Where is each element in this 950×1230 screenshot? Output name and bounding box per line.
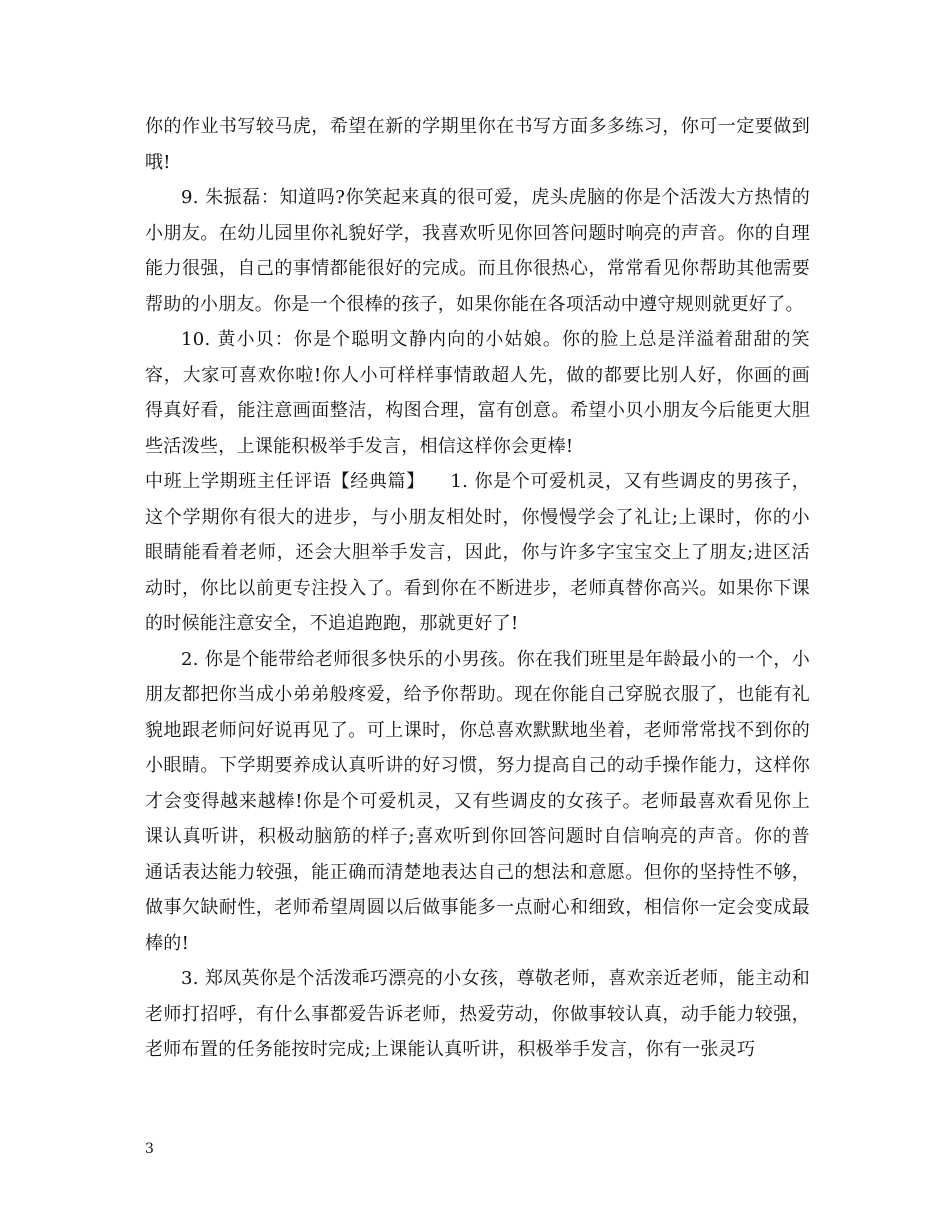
paragraph-comment-10: 10. 黄小贝：你是个聪明文静内向的小姑娘。你的脸上总是洋溢着甜甜的笑容，大家可喜欢你啦!你人小可样样事情敢超人先，做的都要比别人好，你画的画得真好看，能注意画面整洁，构图合理，富有创意。希望小贝小朋友今后能更大胆些活泼些，上课能积极举手发言，相信这样你会更棒! — [145, 329, 810, 457]
paragraph-comment-3: 3. 郑凤英你是个活泼乖巧漂亮的小女孩，尊敬老师，喜欢亲近老师，能主动和老师打招呼，有什么事都爱告诉老师，热爱劳动，你做事较认真，动手能力较强，老师布置的任务能按时完成;上课能认真听讲，积极举手发言，你有一张灵巧 — [145, 968, 810, 1060]
page-number: 3 — [145, 1141, 154, 1157]
paragraph-section-classic: 中班上学期班主任评语【经典篇】 1. 你是个可爱机灵，又有些调皮的男孩子，这个学期你有很大的进步，与小朋友相处时，你慢慢学会了礼让;上课时，你的小眼睛能看着老师，还会大胆举手发言，因此，你与许多字宝宝交上了朋友;进区活动时，你比以前更专注投入了。看到你在不断进步，老师真替你高兴。如果你下课的时候能注意安全，不追追跑跑，那就更好了! — [145, 471, 810, 634]
paragraph-comment-2: 2. 你是个能带给老师很多快乐的小男孩。你在我们班里是年龄最小的一个，小朋友都把你当成小弟弟般疼爱，给予你帮助。现在你能自己穿脱衣服了，也能有礼貌地跟老师问好说再见了。可上课时，你总喜欢默默地坐着，老师常常找不到你的小眼睛。下学期要养成认真听讲的好习惯，努力提高自己的动手操作能力，这样你才会变得越来越棒!你是个可爱机灵，又有些调皮的女孩子。老师最喜欢看见你上课认真听讲，积极动脑筋的样子;喜欢听到你回答问题时自信响亮的声音。你的普通话表达能力较强，能正确而清楚地表达自己的想法和意愿。但你的坚持性不够，做事欠缺耐性，老师希望周圆以后做事能多一点耐心和细致，相信你一定会变成最棒的! — [145, 648, 810, 954]
document-body — [145, 109, 810, 1068]
paragraph-continuation: 你的作业书写较马虎，希望在新的学期里你在书写方面多多练习，你可一定要做到哦! — [145, 116, 810, 173]
paragraph-comment-9: 9. 朱振磊：知道吗?你笑起来真的很可爱，虎头虎脑的你是个活泼大方热情的小朋友。在幼儿园里你礼貌好学，我喜欢听见你回答问题时响亮的声音。你的自理能力很强，自己的事情都能很好的完成。而且你很热心，常常看见你帮助其他需要帮助的小朋友。你是一个很棒的孩子，如果你能在各项活动中遵守规则就更好了。 — [145, 187, 810, 315]
